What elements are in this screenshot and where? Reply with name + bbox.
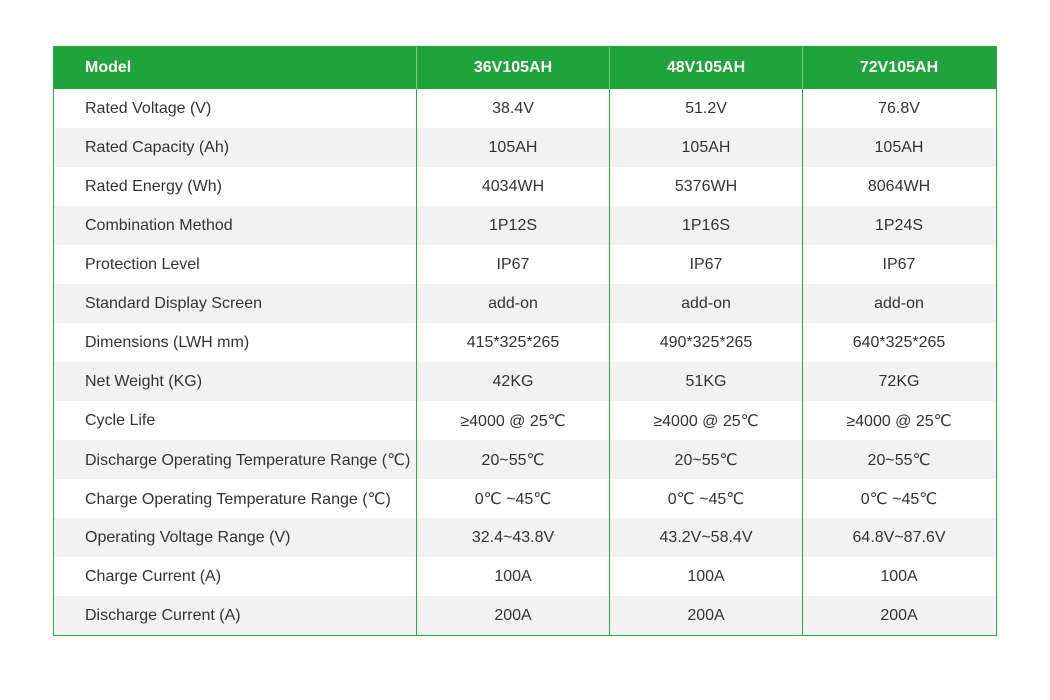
row-label: Discharge Current (A) (85, 606, 241, 624)
cell-36v: IP67 (416, 245, 609, 284)
table-row (54, 128, 996, 167)
table-row (54, 206, 996, 245)
cell-72v: ≥4000 @ 25℃ (802, 401, 995, 440)
table-row (54, 362, 996, 401)
cell-48v: 100A (609, 557, 802, 596)
cell-72v: 20~55℃ (802, 440, 995, 479)
cell-36v: add-on (416, 284, 609, 323)
header-36v105ah: 36V105AH (416, 47, 609, 89)
cell-48v: 20~55℃ (609, 440, 802, 479)
cell-72v: add-on (802, 284, 995, 323)
row-label: Operating Voltage Range (V) (85, 528, 291, 546)
row-label: Charge Current (A) (85, 567, 222, 585)
row-label: Standard Display Screen (85, 294, 262, 312)
row-label: Cycle Life (85, 411, 156, 429)
cell-36v: 105AH (416, 128, 609, 167)
row-label: Rated Energy (Wh) (85, 177, 222, 195)
cell-48v: 490*325*265 (609, 323, 802, 362)
cell-36v: 100A (416, 557, 609, 596)
table-row (54, 440, 996, 479)
row-label: Discharge Operating Temperature Range (℃) (85, 451, 411, 469)
table-row (54, 596, 996, 635)
cell-36v: 32.4~43.8V (416, 518, 609, 557)
cell-72v: 1P24S (802, 206, 995, 245)
table-row (54, 479, 996, 518)
cell-72v: 8064WH (802, 167, 995, 206)
cell-36v: 4034WH (416, 167, 609, 206)
cell-72v: 200A (802, 596, 995, 635)
header-model: Model (85, 59, 132, 76)
cell-48v: 0℃ ~45℃ (609, 479, 802, 518)
cell-72v: 72KG (802, 362, 995, 401)
table-row (54, 89, 996, 128)
table-row (54, 401, 996, 440)
spec-table (53, 46, 997, 636)
table-header-row (54, 47, 996, 89)
table-row (54, 323, 996, 362)
cell-36v: 38.4V (416, 89, 609, 128)
row-label: Protection Level (85, 255, 200, 273)
row-label: Combination Method (85, 216, 233, 234)
cell-48v: 5376WH (609, 167, 802, 206)
cell-36v: 0℃ ~45℃ (416, 479, 609, 518)
cell-36v: 415*325*265 (416, 323, 609, 362)
row-label: Rated Capacity (Ah) (85, 138, 230, 156)
cell-72v: IP67 (802, 245, 995, 284)
cell-48v: 1P16S (609, 206, 802, 245)
cell-48v: 200A (609, 596, 802, 635)
cell-48v: ≥4000 @ 25℃ (609, 401, 802, 440)
row-label: Rated Voltage (V) (85, 99, 212, 117)
table-row (54, 557, 996, 596)
cell-48v: 51.2V (609, 89, 802, 128)
row-label: Charge Operating Temperature Range (℃) (85, 490, 391, 508)
cell-72v: 0℃ ~45℃ (802, 479, 995, 518)
cell-48v: 43.2V~58.4V (609, 518, 802, 557)
row-label: Dimensions (LWH mm) (85, 333, 250, 351)
cell-48v: 105AH (609, 128, 802, 167)
table-row (54, 284, 996, 323)
header-48v105ah: 48V105AH (609, 47, 802, 89)
cell-72v: 64.8V~87.6V (802, 518, 995, 557)
row-label: Net Weight (KG) (85, 372, 203, 390)
cell-36v: ≥4000 @ 25℃ (416, 401, 609, 440)
cell-36v: 42KG (416, 362, 609, 401)
cell-48v: IP67 (609, 245, 802, 284)
cell-48v: 51KG (609, 362, 802, 401)
cell-72v: 100A (802, 557, 995, 596)
cell-48v: add-on (609, 284, 802, 323)
cell-36v: 1P12S (416, 206, 609, 245)
cell-72v: 105AH (802, 128, 995, 167)
header-72v105ah: 72V105AH (802, 47, 995, 89)
table-row (54, 167, 996, 206)
cell-72v: 640*325*265 (802, 323, 995, 362)
table-row (54, 245, 996, 284)
cell-36v: 200A (416, 596, 609, 635)
cell-36v: 20~55℃ (416, 440, 609, 479)
table-row (54, 518, 996, 557)
cell-72v: 76.8V (802, 89, 995, 128)
